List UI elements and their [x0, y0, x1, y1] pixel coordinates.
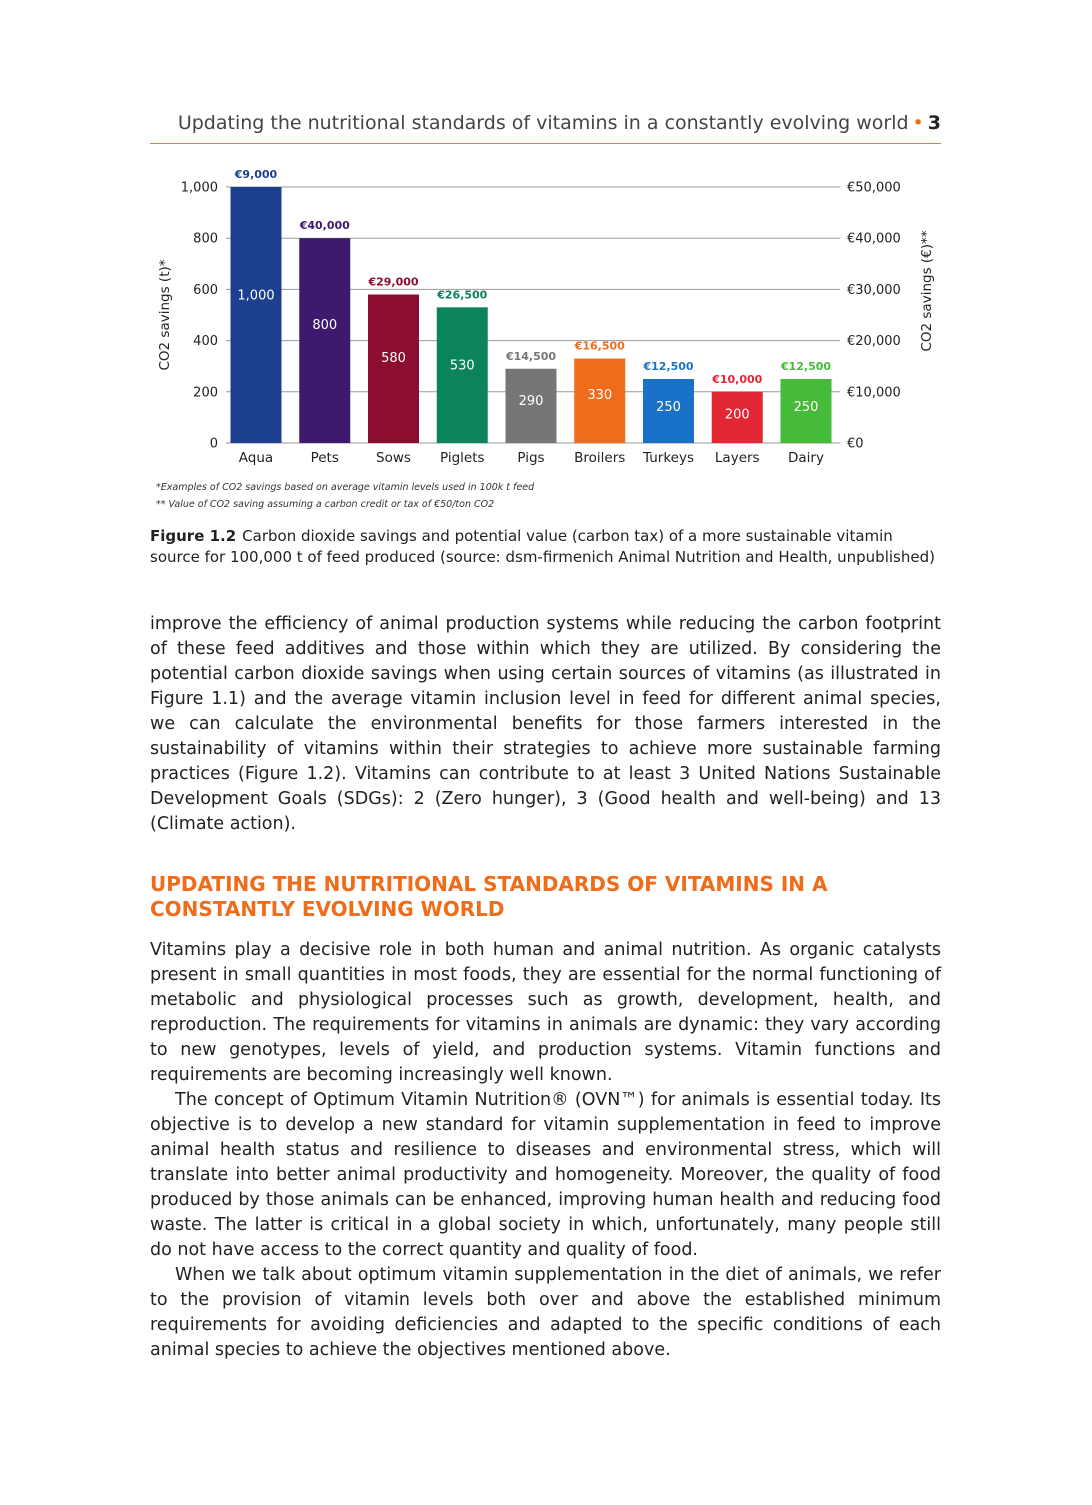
x-tick-label: Dairy: [788, 450, 824, 466]
bar-euro-label: €26,500: [437, 288, 488, 302]
bar: [299, 238, 350, 443]
x-tick-label: Sows: [376, 450, 411, 466]
bar: [231, 187, 282, 443]
y-tick-label: 0: [209, 436, 218, 452]
y2-tick-label: €50,000: [847, 180, 901, 196]
bar-euro-label: €40,000: [299, 219, 350, 233]
y2-axis-title: CO2 savings (€)**: [919, 230, 935, 352]
bar-euro-label: €10,000: [712, 372, 763, 386]
body-paragraph-1: improve the efficiency of animal production systems while reducing the carbon footprint of these feed additives and those within which they are utilized. By considering the potential carbon dioxide savings when using certain sources of vitamins (as illustrated in Figure 1.1) and the average vitamin inclusion level in feed for different animal species, we can calculate the environmental benefits for those farmers interested in the sustainability of vitamins within their strategies to achieve more sustainable farming practices (Figure 1.2). Vitamins can contribute to at least 3 United Nations Sustainable Development Goals (SDGs): 2 (Zero hunger), 3 (Good health and well-being) and 13 (Climate action).: [150, 614, 941, 834]
running-header: [150, 110, 941, 144]
bar-euro-label: €29,000: [368, 275, 419, 289]
bar-euro-label: €14,500: [505, 349, 557, 363]
x-tick-label: Pets: [310, 450, 339, 466]
bar-value-label: 290: [518, 393, 544, 409]
bar-euro-label: €16,500: [574, 339, 625, 353]
body-paragraph-4: When we talk about optimum vitamin supplementation in the diet of animals, we refer to the provision of vitamin levels both over and above the established minimum requirements for avoiding deficiencies and adapted to the specific conditions of each animal species to achieve the objectives mentioned above.: [150, 1265, 941, 1360]
x-tick-label: Piglets: [439, 450, 485, 466]
bar-value-label: 330: [587, 388, 613, 404]
y2-tick-label: €30,000: [847, 282, 901, 298]
bar-value-label: 250: [793, 399, 819, 415]
section-heading: UPDATING THE NUTRITIONAL STANDARDS OF VITAMINS IN A CONSTANTLY EVOLVING WORLD: [150, 872, 828, 921]
x-tick-label: Turkeys: [643, 450, 694, 466]
y-tick-label: 600: [193, 282, 218, 298]
bar: [437, 307, 488, 443]
y2-tick-label: €0: [847, 436, 864, 452]
x-tick-label: Broilers: [574, 450, 626, 466]
y-tick-label: 400: [193, 334, 218, 350]
y2-tick-label: €10,000: [847, 385, 901, 401]
bar-euro-label: €12,500: [643, 360, 694, 373]
running-header-separator: •: [912, 112, 924, 134]
y-tick-label: 800: [193, 231, 218, 247]
chart-footnote-2: ** Value of CO2 saving assuming a carbon credit or tax of €50/ton CO2: [156, 499, 495, 510]
x-tick-label: Layers: [714, 450, 760, 466]
bar-value-label: 580: [381, 350, 406, 366]
y2-tick-label: €20,000: [847, 334, 901, 350]
co2-savings-bar-chart: [150, 160, 950, 480]
x-tick-label: Pigs: [517, 450, 545, 466]
bar-value-label: 1,000: [237, 288, 275, 304]
bar-value-label: 200: [724, 407, 750, 423]
y-tick-label: 200: [193, 385, 218, 401]
figure-label: Figure 1.2: [150, 527, 237, 545]
bar-euro-label: €9,000: [234, 168, 278, 181]
bar-value-label: 530: [449, 358, 475, 374]
x-tick-label: Aqua: [238, 450, 274, 466]
bar-value-label: 800: [312, 318, 338, 334]
bar-value-label: 250: [656, 399, 681, 415]
body-paragraph-3: The concept of Optimum Vitamin Nutrition® (OVN™) for animals is essential today. Its objective is to develop a new standard for vitamin supplementation in feed to improve animal health status and resilience to diseases and environmental stress, which will translate into better animal productivity and homogeneity. Moreover, the quality of food produced by those animals can be enhanced, improving human health and reducing food waste. The latter is critical in a global society in which, unfortunately, many people still do not have access to the correct quantity and quality of food.: [150, 1090, 941, 1260]
body-paragraph-2: Vitamins play a decisive role in both human and animal nutrition. As organic catalysts present in small quantities in most foods, they are essential for the normal functioning of metabolic and physiological processes such as growth, development, health, and reproduction. The requirements for vitamins in animals are dynamic: they vary according to new genotypes, levels of yield, and production systems. Vitamin functions and requirements are becoming increasingly well known.: [150, 940, 941, 1085]
figure-caption-text: Carbon dioxide savings and potential value (carbon tax) of a more sustainable vitamin source for 100,000 t of feed produced (source: dsm-firmenich Animal Nutrition and Health, unpublished): [150, 527, 935, 566]
running-header-title: Updating the nutritional standards of vitamins in a constantly evolving world: [177, 112, 909, 134]
bar-euro-label: €12,500: [780, 360, 832, 373]
bar: [368, 295, 419, 443]
figure-caption: [150, 526, 941, 568]
chart-footnote-1: *Examples of CO2 savings based on average vitamin levels used in 100k t feed: [156, 482, 535, 493]
y-axis-title: CO2 savings (t)*: [157, 259, 173, 371]
page-number: 3: [927, 112, 941, 134]
y2-tick-label: €40,000: [847, 231, 901, 247]
y-tick-label: 1,000: [180, 180, 218, 196]
